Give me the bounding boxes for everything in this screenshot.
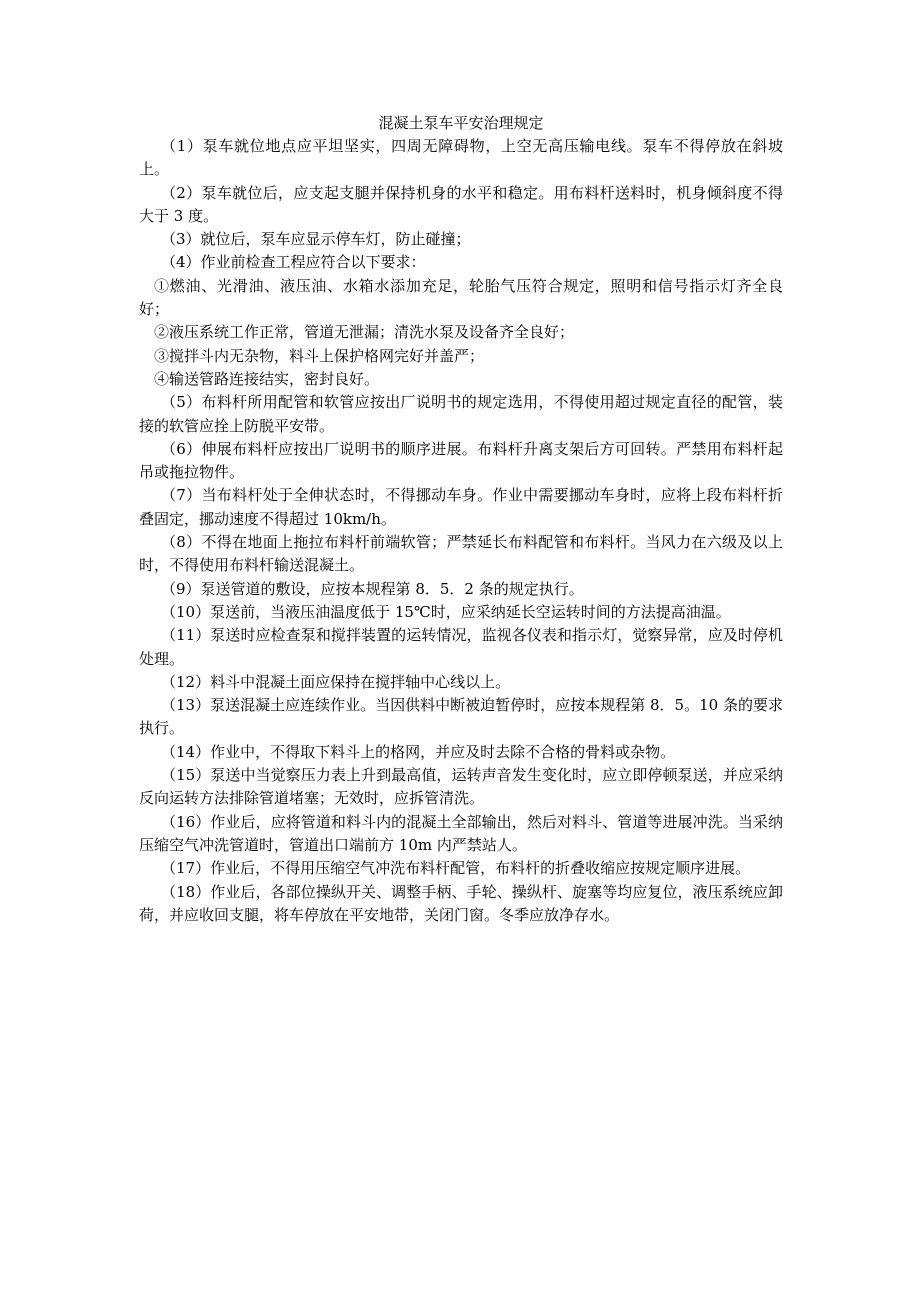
rule-paragraph: （6）伸展布料杆应按出厂说明书的顺序进展。布料杆升离支架后方可回转。严禁用布料杆起吊或拖拉物件。: [139, 439, 783, 482]
rule-paragraph: （7）当布料杆处于全伸状态时，不得挪动车身。作业中需要挪动车身时，应将上段布料杆折叠固定，挪动速度不得超过 10km/h。: [139, 486, 783, 528]
sub-item-paragraph: ②液压系统工作正常，管道无泄漏；清洗水泵及设备齐全良好；: [154, 323, 575, 342]
rule-paragraph: （17）作业后，不得用压缩空气冲洗布料杆配管，布料杆的折叠收缩应按规定顺序进展。: [161, 859, 751, 878]
rule-paragraph: （2）泵车就位后，应支起支腿并保持机身的水平和稳定。用布料杆送料时，机身倾斜度不得大于 3 度。: [139, 183, 783, 225]
document-page: [139, 112, 783, 927]
document-title: 混凝土泵车平安治理规定: [378, 114, 544, 132]
rule-paragraph: （3）就位后，泵车应显示停车灯，防止碰撞；: [161, 230, 471, 249]
rule-paragraph: （12）料斗中混凝土面应保持在搅拌轴中心线以上。: [161, 672, 511, 691]
rule-paragraph: （4）作业前检查工程应符合以下要求：: [161, 253, 426, 272]
rule-paragraph: （1）泵车就位地点应平坦坚实，四周无障碍物，上空无高压输电线。泵车不得停放在斜坡上。: [139, 137, 783, 179]
sub-item-paragraph: ③搅拌斗内无杂物，料斗上保护格网完好并盖严；: [154, 346, 485, 365]
rule-paragraph: （13）泵送混凝土应连续作业。当因供料中断被迫暂停时，应按本规程第 8．5。10 条的要求执行。: [139, 696, 783, 738]
sub-item-paragraph: ④输送管路连接结实，密封良好。: [154, 369, 380, 388]
document-body: [139, 135, 783, 927]
rule-paragraph: （14）作业中，不得取下料斗上的格网，并应及时去除不合格的骨料或杂物。: [161, 742, 676, 761]
rule-paragraph: （16）作业后，应将管道和料斗内的混凝土全部输出，然后对料斗、管道等进展冲洗。当采纳压缩空气冲洗管道时，管道出口端前方 10m 内严禁站人。: [139, 812, 783, 854]
sub-item-paragraph: ①燃油、光滑油、液压油、水箱水添加充足，轮胎气压符合规定，照明和信号指示灯齐全良好；: [139, 276, 783, 319]
rule-paragraph: （8）不得在地面上拖拉布料杆前端软管；严禁延长布料配管和布料杆。当风力在六级及以上时，不得使用布料杆输送混凝土。: [139, 533, 783, 575]
rule-paragraph: （11）泵送时应检查泵和搅拌装置的运转情况，监视各仪表和指示灯，觉察异常，应及时停机处理。: [139, 626, 783, 668]
rule-paragraph: （18）作业后，各部位操纵开关、调整手柄、手轮、操纵杆、旋塞等均应复位，液压系统应卸荷，并应收回支腿，将车停放在平安地带，关闭门窗。冬季应放净存水。: [139, 882, 783, 924]
rule-paragraph: （15）泵送中当觉察压力表上升到最高值，运转声音发生变化时，应立即停顿泵送，并应采纳反向运转方法排除管道堵塞；无效时，应拆管清洗。: [139, 766, 783, 808]
rule-paragraph: （10）泵送前，当液压油温度低于 15℃时，应采纳延长空运转时间的方法提高油温。: [161, 602, 731, 621]
rule-paragraph: （9）泵送管道的敷设，应按本规程第 8．5．2 条的规定执行。: [161, 579, 584, 598]
rule-paragraph: （5）布料杆所用配管和软管应按出厂说明书的规定选用，不得使用超过规定直径的配管，装接的软管应拴上防脱平安带。: [139, 393, 783, 435]
